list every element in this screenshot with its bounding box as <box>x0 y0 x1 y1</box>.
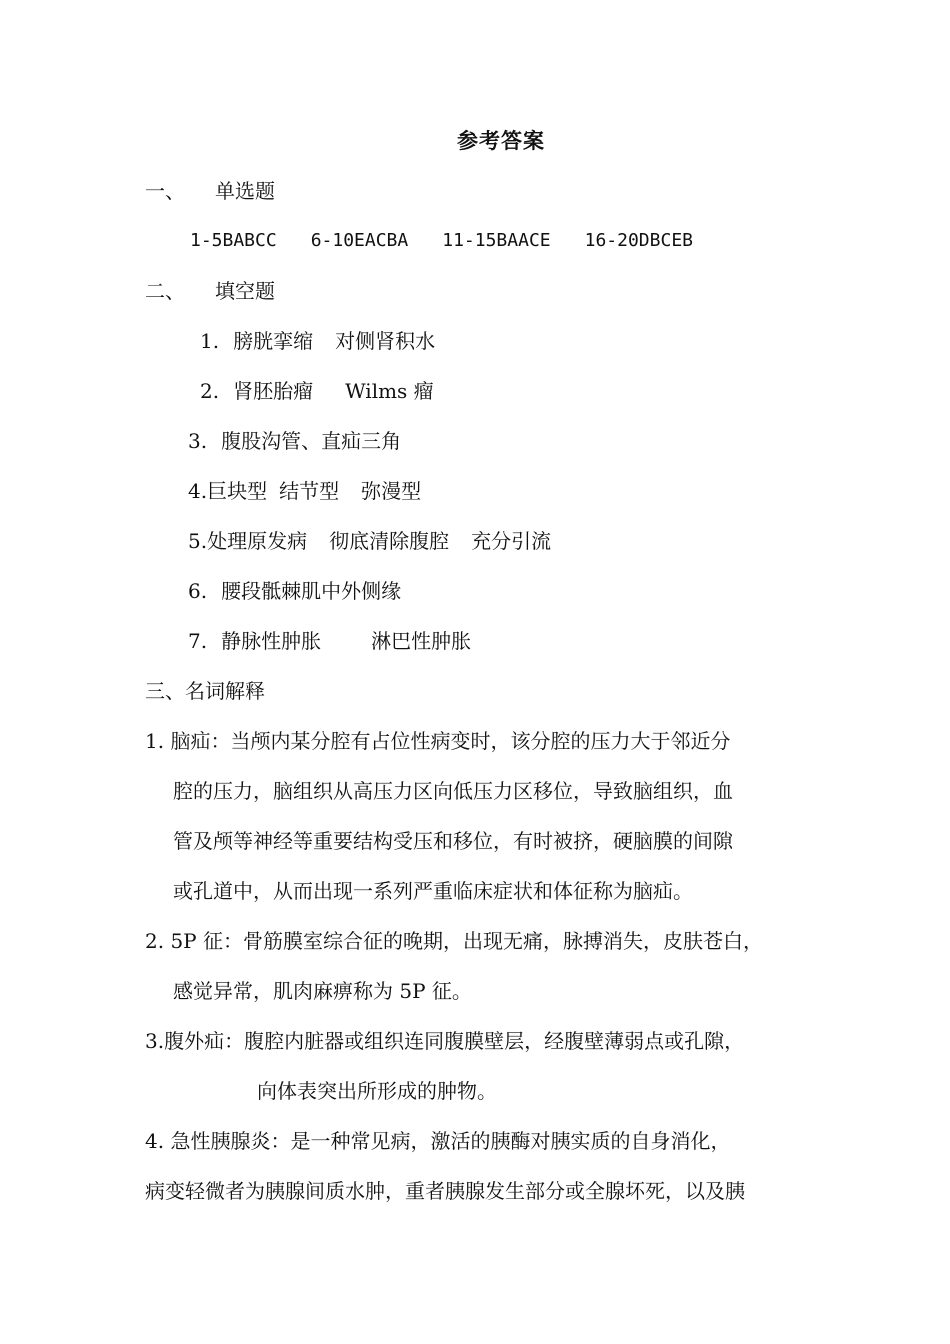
item-number: 3. <box>188 429 208 453</box>
fill-blank-item <box>188 628 471 654</box>
definition-line: 病变轻微者为胰腺间质水肿，重者胰腺发生部分或全腺坏死，以及胰 <box>145 1179 745 1203</box>
answer-text: 膀胱挛缩 <box>233 329 314 353</box>
answer-text: 充分引流 <box>471 529 552 553</box>
answer-group: 1-5BABCC <box>190 230 277 251</box>
answer-text: 肾胚胎瘤 <box>233 379 314 403</box>
section-1-number: 一、 <box>145 179 185 203</box>
answer-group: 6-10EACBA <box>310 230 409 251</box>
definition-line: 2. 5P 征：骨筋膜室综合征的晚期，出现无痛，脉搏消失，皮肤苍白， <box>145 929 763 953</box>
answer-text: 静脉性肿胀 <box>221 629 322 653</box>
definition-line: 向体表突出所形成的肿物。 <box>257 1079 497 1103</box>
definition-line: 腔的压力，脑组织从高压力区向低压力区移位，导致脑组织，血 <box>173 779 733 803</box>
section-3-heading: 三、名词解释 <box>145 679 265 703</box>
answer-text: 弥漫型 <box>361 479 422 503</box>
fill-blank-item <box>188 578 401 604</box>
fill-blank-item <box>188 528 551 554</box>
page-title: 参考答案 <box>457 128 545 153</box>
definition-line: 4. 急性胰腺炎：是一种常见病，激活的胰酶对胰实质的自身消化， <box>145 1129 731 1153</box>
answer-text: 对侧肾积水 <box>335 329 436 353</box>
answer-text: 结节型 <box>279 479 340 503</box>
definition-line: 感觉异常，肌肉麻痹称为 5P 征。 <box>173 979 472 1003</box>
answer-text: 彻底清除腹腔 <box>329 529 450 553</box>
answer-text: Wilms 瘤 <box>345 379 434 403</box>
fill-blank-item <box>188 478 421 504</box>
item-number: 4. <box>188 479 208 503</box>
answer-key-row <box>190 228 693 254</box>
definition-line: 1. 脑疝：当颅内某分腔有占位性病变时，该分腔的压力大于邻近分 <box>145 729 731 753</box>
definition-line: 管及颅等神经等重要结构受压和移位，有时被挤，硬脑膜的间隙 <box>173 829 733 853</box>
section-2-number: 二、 <box>145 279 185 303</box>
definition-line: 或孔道中，从而出现一系列严重临床症状和体征称为脑疝。 <box>173 879 693 903</box>
fill-blank-item <box>188 428 401 454</box>
item-number: 2. <box>200 379 220 403</box>
item-number: 1. <box>200 329 220 353</box>
answer-text: 淋巴性肿胀 <box>371 629 472 653</box>
answer-text: 腰段骶棘肌中外侧缘 <box>221 579 402 603</box>
section-2-title: 填空题 <box>215 279 275 303</box>
fill-blank-item <box>200 328 435 354</box>
section-2-heading <box>145 278 275 304</box>
definition-line: 3.腹外疝：腹腔内脏器或组织连同腹膜壁层，经腹壁薄弱点或孔隙， <box>145 1029 745 1053</box>
answer-group: 11-15BAACE <box>442 230 551 251</box>
item-number: 5. <box>188 529 208 553</box>
answer-group: 16-20DBCEB <box>584 230 693 251</box>
item-number: 7. <box>188 629 208 653</box>
answer-text: 处理原发病 <box>207 529 308 553</box>
section-1-title: 单选题 <box>215 179 275 203</box>
section-1-heading <box>145 178 275 204</box>
item-number: 6. <box>188 579 208 603</box>
answer-text: 巨块型 <box>207 479 268 503</box>
fill-blank-item <box>200 378 434 404</box>
answer-text: 腹股沟管、直疝三角 <box>221 429 402 453</box>
